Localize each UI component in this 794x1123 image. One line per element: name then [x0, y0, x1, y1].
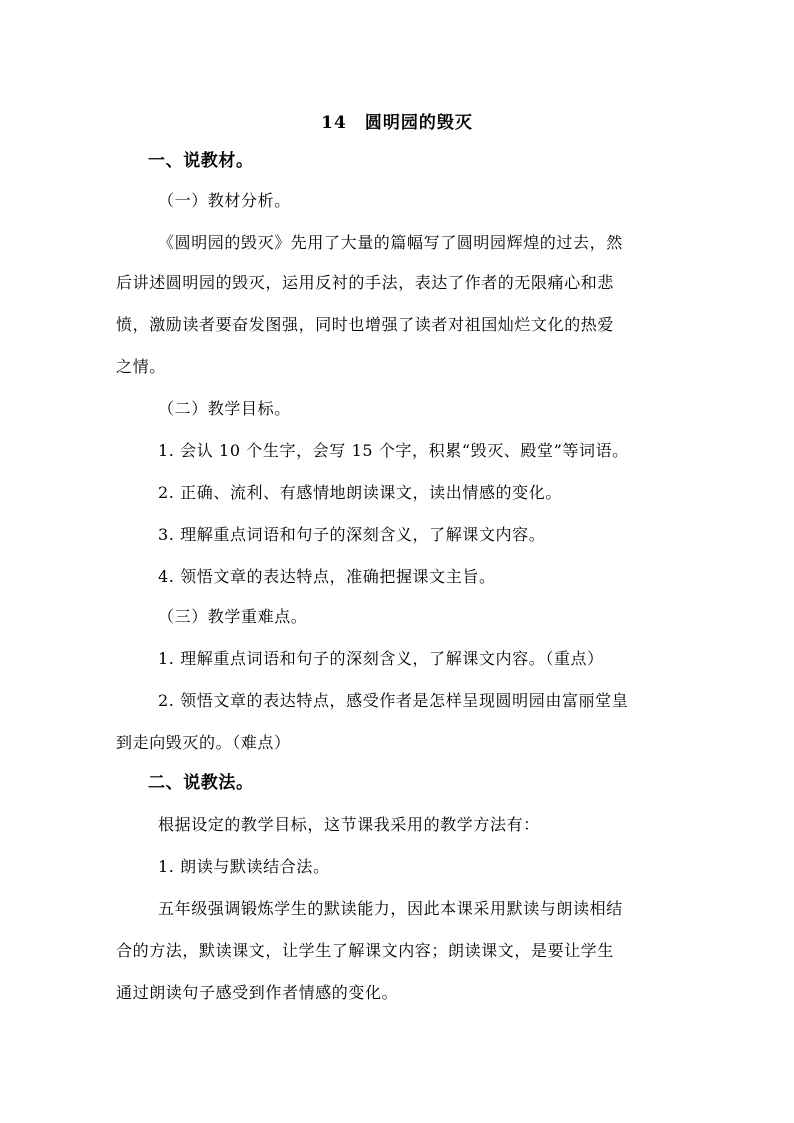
- goal-item-4: 4. 领悟文章的表达特点，准确把握课文主旨。: [158, 567, 496, 586]
- goal-item-1: 1. 会认 10 个生字，会写 15 个字，积累“毁灭、殿堂”等词语。: [158, 441, 629, 460]
- paragraph-line: 合的方法，默读课文，让学生了解课文内容；朗读课文，是要让学生: [116, 941, 615, 960]
- section-heading-methods: 二、说教法。: [148, 773, 254, 793]
- paragraph-line: 根据设定的教学目标，这节课我采用的教学方法有：: [158, 815, 540, 834]
- goal-item-2: 2. 正确、流利、有感情地朗读课文，读出情感的变化。: [158, 483, 562, 502]
- method-item-1: 1. 朗读与默读结合法。: [158, 857, 330, 876]
- paragraph-line: 五年级强调锻炼学生的默读能力，因此本课采用默读与朗读相结: [158, 899, 623, 918]
- key-point-item-2-cont: 到走向毁灭的。（难点）: [116, 733, 291, 752]
- section-heading-textbook: 一、说教材。: [148, 151, 254, 171]
- key-point-item-2: 2. 领悟文章的表达特点，感受作者是怎样呈现圆明园由富丽堂皇: [158, 691, 629, 710]
- subsection-heading-goals: （二）教学目标。: [158, 399, 291, 418]
- paragraph-line: 之情。: [116, 357, 166, 376]
- paragraph-line: 后讲述圆明园的毁灭，运用反衬的手法，表达了作者的无限痛心和悲: [116, 273, 615, 292]
- paragraph-line: 《圆明园的毁灭》先用了大量的篇幅写了圆明园辉煌的过去，然: [158, 233, 623, 252]
- subsection-heading-analysis: （一）教材分析。: [158, 191, 291, 210]
- key-point-item-1: 1. 理解重点词语和句子的深刻含义，了解课文内容。（重点）: [158, 649, 604, 668]
- document-title: 14 圆明园的毁灭: [321, 113, 473, 133]
- goal-item-3: 3. 理解重点词语和句子的深刻含义，了解课文内容。: [158, 525, 546, 544]
- paragraph-line: 愤，激励读者要奋发图强，同时也增强了读者对祖国灿烂文化的热爱: [116, 315, 615, 334]
- subsection-heading-key-points: （三）教学重难点。: [158, 607, 308, 626]
- paragraph-line: 通过朗读句子感受到作者情感的变化。: [116, 983, 399, 1002]
